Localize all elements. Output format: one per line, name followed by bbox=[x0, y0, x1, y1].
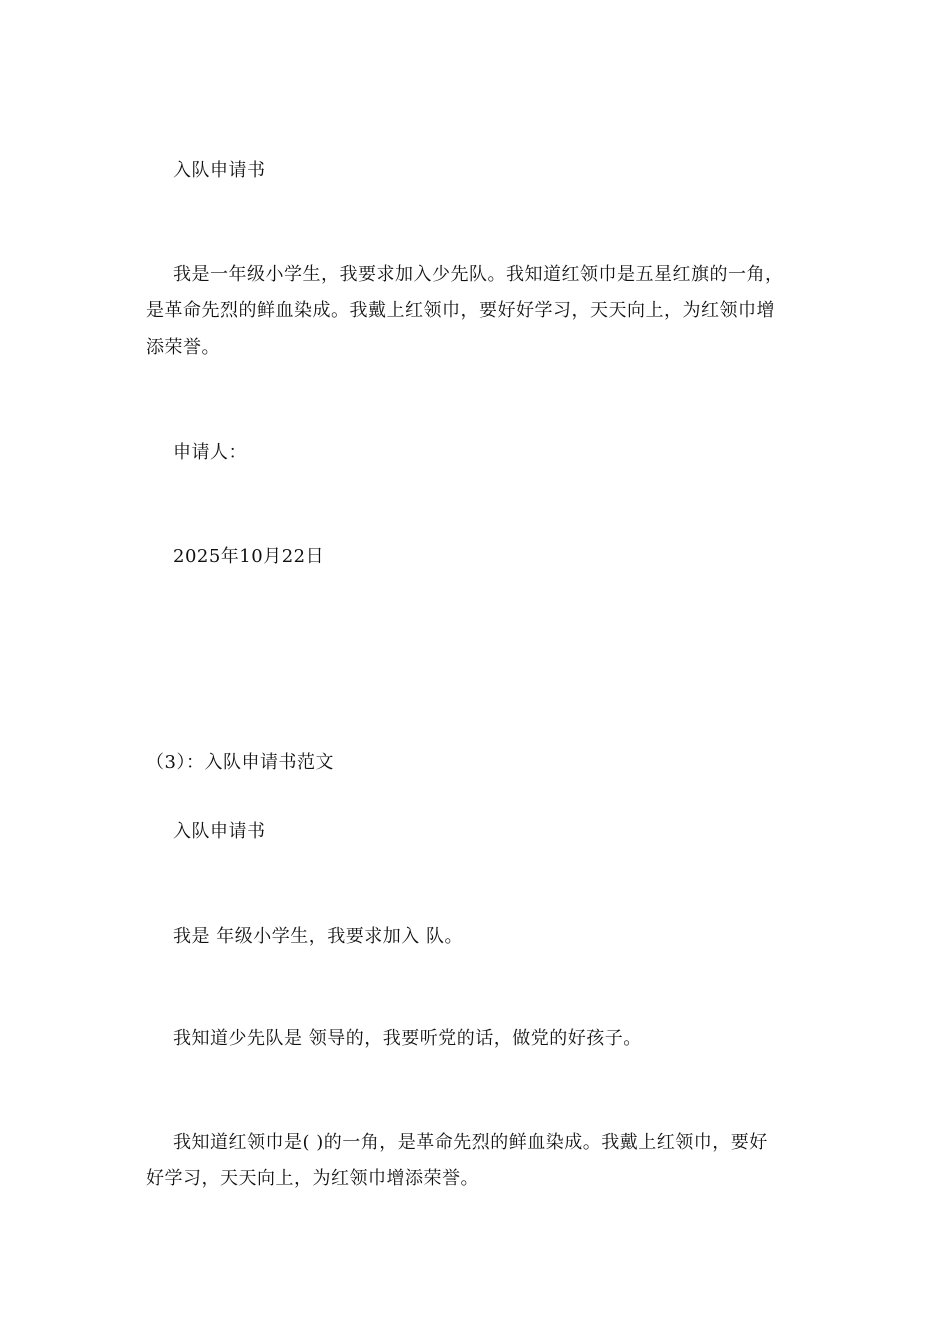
sample-paragraph-line-1: 我知道红领巾是( )的一角，是革命先烈的鲜血染成。我戴上红领巾，要好 bbox=[173, 1132, 768, 1153]
sample-line-party: 我知道少先队是 领导的，我要听党的话，做党的好孩子。 bbox=[173, 1028, 642, 1049]
sample-line-grade: 我是 年级小学生，我要求加入 队。 bbox=[173, 926, 463, 947]
letter-title: 入队申请书 bbox=[173, 160, 266, 181]
letter-date: 2025年10月22日 bbox=[173, 546, 325, 567]
letter-paragraph-line-1: 我是一年级小学生，我要求加入少先队。我知道红领巾是五星红旗的一角， bbox=[173, 264, 784, 285]
applicant-label: 申请人： bbox=[173, 442, 247, 463]
letter-paragraph-line-2: 是革命先烈的鲜血染成。我戴上红领巾，要好好学习，天天向上，为红领巾增 bbox=[146, 300, 775, 321]
sample-title: 入队申请书 bbox=[173, 821, 266, 842]
sample-paragraph-line-2: 好学习，天天向上，为红领巾增添荣誉。 bbox=[146, 1168, 479, 1189]
section-heading: （3）：入队申请书范文 bbox=[146, 752, 334, 773]
letter-paragraph-line-3: 添荣誉。 bbox=[146, 337, 220, 358]
